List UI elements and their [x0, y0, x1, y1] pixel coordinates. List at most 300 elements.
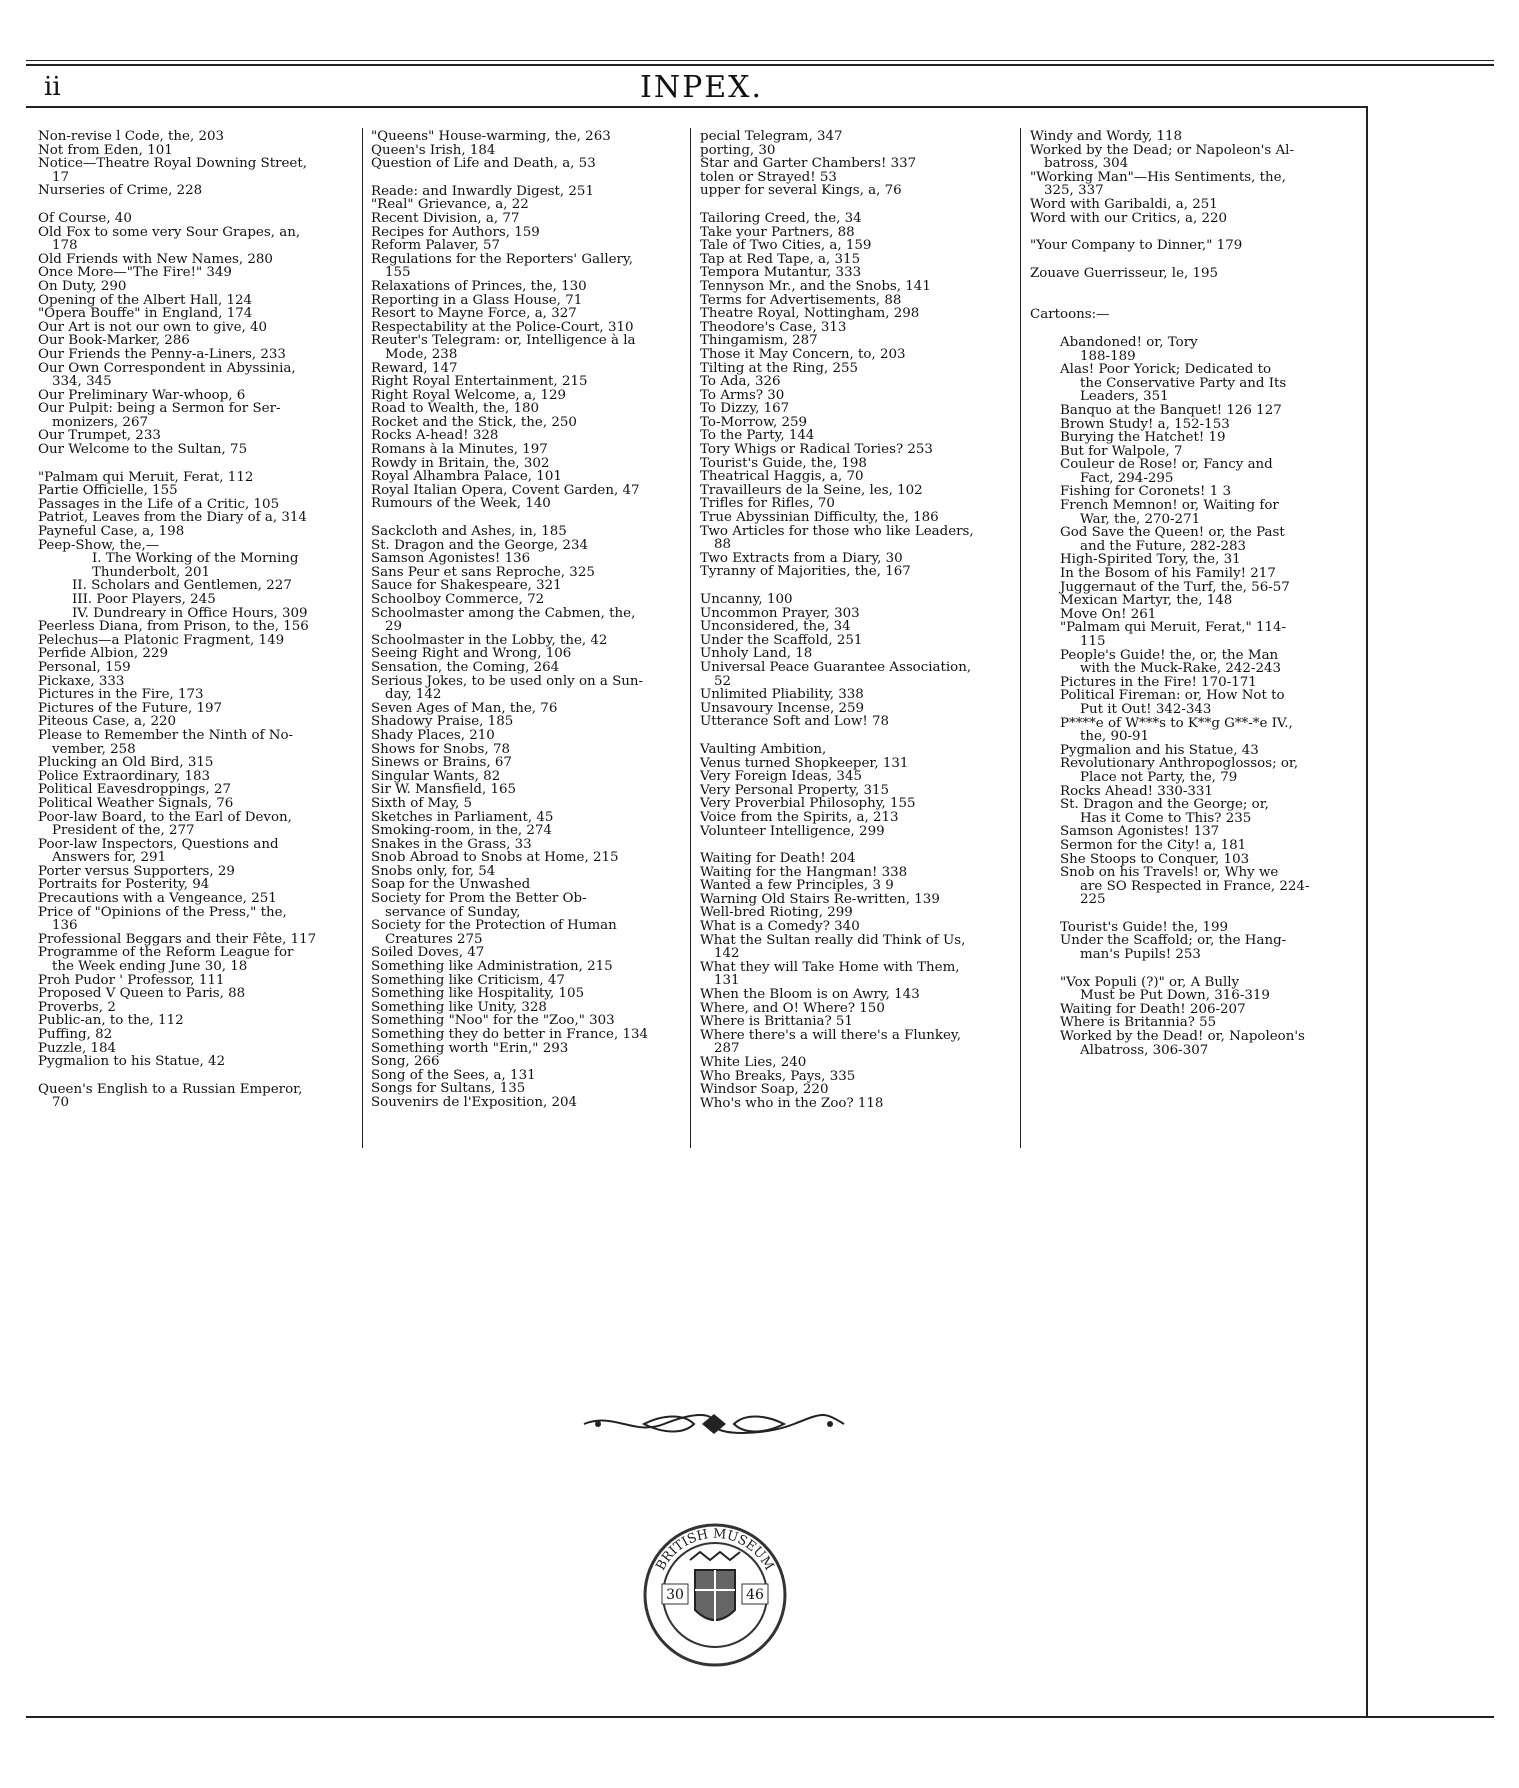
index-entry: Soiled Doves, 47 — [371, 945, 485, 961]
spacer — [38, 198, 350, 212]
index-entry: 325, 337 — [1044, 183, 1104, 199]
index-entry: Sackcloth and Ashes, in, 185 — [371, 524, 567, 540]
index-entry: Very Personal Property, 315 — [700, 782, 890, 798]
index-column-1 — [38, 130, 350, 1110]
index-entry: Couleur de Rose! or, Fancy and — [1060, 457, 1273, 473]
index-entry: Our Art is not our own to give, 40 — [38, 319, 268, 335]
spacer — [38, 1069, 350, 1083]
index-entry: Our Book-Marker, 286 — [38, 333, 190, 349]
index-entry: Tourist's Guide! the, 199 — [1060, 919, 1229, 935]
bottom-rule — [26, 1716, 1494, 1718]
index-entry: Move On! 261 — [1060, 606, 1157, 622]
index-entry: Something like Unity, 328 — [371, 999, 547, 1015]
index-entry: Seven Ages of Man, the, 76 — [371, 700, 558, 716]
index-entry: Very Foreign Ideas, 345 — [700, 769, 862, 785]
spacer — [1030, 322, 1348, 336]
index-entry: Those it May Concern, to, 203 — [700, 346, 906, 362]
index-entry: Thingamism, 287 — [700, 333, 818, 349]
index-entry: Shady Places, 210 — [371, 727, 495, 743]
cartoons-list — [1030, 336, 1348, 1057]
index-entry: Two Extracts from a Diary, 30 — [700, 550, 903, 566]
index-entry: Zouave Guerrisseur, le, 195 — [1030, 265, 1219, 281]
index-entry: Something like Hospitality, 105 — [371, 986, 585, 1002]
index-entry: Puffing, 82 — [38, 1027, 113, 1042]
index-entry: Schoolboy Commerce, 72 — [371, 592, 545, 607]
index-entry: Something like Criticism, 47 — [371, 972, 565, 988]
index-entry: Mode, 238 — [385, 346, 458, 362]
index-entry: Word with Garibaldi, a, 251 — [1030, 196, 1218, 212]
index-entry: Must be Put Down, 316-319 — [1080, 988, 1270, 1004]
index-entry: White Lies, 240 — [700, 1055, 807, 1070]
index-entry: St. Dragon and the George; or, — [1060, 797, 1269, 813]
index-entry: Waiting for Death! 204 — [700, 851, 856, 867]
index-entry: What the Sultan really did Think of Us, — [700, 932, 966, 948]
index-entry: Albatross, 306-307 — [1080, 1042, 1209, 1058]
index-entry: Road to Wealth, the, 180 — [371, 401, 540, 417]
index-entry: To Arms? 30 — [700, 387, 785, 403]
index-entry: Police Extraordinary, 183 — [38, 768, 211, 784]
index-entry: Under the Scaffold, 251 — [700, 632, 863, 648]
index-entry: Volunteer Intelligence, 299 — [700, 823, 885, 839]
index-entry: Thunderbolt, 201 — [92, 564, 211, 580]
index-entry: man's Pupils! 253 — [1080, 947, 1201, 963]
index-entry: To Dizzy, 167 — [700, 401, 790, 417]
index-entry: Who Breaks, Pays, 335 — [700, 1068, 856, 1084]
index-entry: Tennyson Mr., and the Snobs, 141 — [700, 278, 931, 294]
index-entry: Answers for, 291 — [52, 850, 167, 866]
index-entry: Rocket and the Stick, the, 250 — [371, 414, 577, 430]
index-entry: Waiting for the Hangman! 338 — [700, 864, 908, 880]
index-entry: Revolutionary Anthropoglossos; or, — [1060, 756, 1299, 772]
index-entry: Snob Abroad to Snobs at Home, 215 — [371, 850, 619, 866]
index-entry: Payneful Case, a, 198 — [38, 524, 185, 540]
index-entry: Reporting in a Glass House, 71 — [371, 292, 583, 308]
index-entry: Sensation, the Coming, 264 — [371, 659, 560, 675]
index-entry: Peep-Show, the,— — [38, 537, 160, 553]
index-entry: Windy and Wordy, 118 — [1030, 129, 1183, 144]
spacer — [1030, 280, 1348, 294]
index-entry: Trifles for Rifles, 70 — [700, 496, 835, 512]
index-entry: Political Weather Signals, 76 — [38, 795, 234, 811]
index-entry: 131 — [714, 973, 740, 989]
spacer — [371, 171, 683, 185]
index-entry: Proposed V Queen to Paris, 88 — [38, 986, 246, 1002]
index-entry: Pickaxe, 333 — [38, 673, 125, 689]
index-entry: Piteous Case, a, 220 — [38, 714, 177, 730]
index-entry: Romans à la Minutes, 197 — [371, 442, 548, 458]
index-entry: Well-bred Rioting, 299 — [700, 905, 853, 921]
index-entry: Unholy Land, 18 — [700, 646, 813, 662]
index-entry: Travailleurs de la Seine, les, 102 — [700, 482, 923, 498]
index-entry: Sketches in Parliament, 45 — [371, 809, 554, 825]
index-entry: Snobs only, for, 54 — [371, 863, 496, 879]
index-entry: Nurseries of Crime, 228 — [38, 183, 203, 199]
index-entry: vember, 258 — [52, 741, 136, 757]
index-entry: and the Future, 282-283 — [1080, 538, 1247, 554]
index-entry: Pictures in the Fire! 170-171 — [1060, 674, 1257, 690]
spacer — [1030, 962, 1348, 976]
index-entry: "Working Man"—His Sentiments, the, — [1030, 169, 1286, 185]
index-entry: Brown Study! a, 152-153 — [1060, 416, 1230, 432]
index-entry: Voice from the Spirits, a, 213 — [700, 809, 899, 825]
index-entry: 115 — [1080, 634, 1106, 649]
index-entry: Proverbs, 2 — [38, 999, 116, 1015]
index-entry: Sinews or Brains, 67 — [371, 755, 512, 771]
top-rule-thin — [26, 60, 1494, 61]
index-entry: People's Guide! the, or, the Man — [1060, 647, 1279, 663]
index-entry: Plucking an Old Bird, 315 — [38, 755, 214, 771]
index-entry: French Memnon! or, Waiting for — [1060, 498, 1279, 514]
index-entry: Price of "Opinions of the Press," the, — [38, 904, 287, 920]
index-entry: Political Eavesdroppings, 27 — [38, 782, 231, 798]
index-entry: Worked by the Dead! or, Napoleon's — [1060, 1029, 1305, 1045]
index-entry: servance of Sunday, — [385, 904, 521, 920]
index-entry: Put it Out! 342-343 — [1080, 701, 1212, 717]
index-entry: Recipes for Authors, 159 — [371, 224, 540, 240]
index-entry: Schoolmaster among the Cabmen, the, — [371, 605, 636, 621]
index-entry: Windsor Soap, 220 — [700, 1082, 829, 1098]
index-entry: Our Pulpit: being a Sermon for Ser- — [38, 401, 281, 417]
index-entry: Cartoons:— — [1030, 307, 1110, 323]
spacer — [700, 838, 1018, 852]
spacer — [38, 457, 350, 471]
index-entry: But for Walpole, 7 — [1060, 443, 1183, 459]
index-entry: 155 — [385, 265, 411, 281]
index-entry: the, 90-91 — [1080, 729, 1150, 745]
index-entry: "Queens" House-warming, the, 263 — [371, 129, 611, 144]
page-number: ii — [44, 72, 61, 102]
spacer — [1030, 225, 1348, 239]
index-entry: Place not Party, the, 79 — [1080, 769, 1238, 785]
index-entry: I. The Working of the Morning — [92, 551, 299, 567]
index-entry: monizers, 267 — [52, 414, 148, 430]
index-entry: 136 — [52, 918, 78, 934]
index-entry: High-Spirited Tory, the, 31 — [1060, 552, 1241, 568]
index-entry: Samson Agonistes! 136 — [371, 551, 531, 567]
index-entry: day, 142 — [385, 687, 442, 703]
index-entry: To-Morrow, 259 — [700, 414, 808, 430]
index-entry: Warning Old Stairs Re-written, 139 — [700, 891, 940, 907]
index-entry: Peerless Diana, from Prison, to the, 156 — [38, 619, 309, 635]
index-entry: Please to Remember the Ninth of No- — [38, 727, 294, 743]
index-entry: Uncommon Prayer, 303 — [700, 605, 860, 621]
index-entry: "Vox Populi (?)" or, A Bully — [1060, 974, 1240, 990]
index-entry: Tyranny of Majorities, the, 167 — [700, 564, 911, 580]
index-entry: Regulations for the Reporters' Gallery, — [371, 251, 633, 267]
index-entry: Tory Whigs or Radical Tories? 253 — [700, 442, 933, 458]
index-entry: Non-revise l Code, the, 203 — [38, 129, 225, 144]
index-entry: 287 — [714, 1041, 740, 1057]
index-entry: Creatures 275 — [385, 931, 483, 947]
index-entry: Has it Come to This? 235 — [1080, 810, 1252, 826]
index-entry: Programme of the Reform League for — [38, 945, 294, 961]
index-entry: are SO Respected in France, 224- — [1080, 878, 1310, 894]
index-column-4 — [1030, 130, 1348, 1057]
index-entry: Perfide Albion, 229 — [38, 646, 168, 662]
index-entry: To Ada, 326 — [700, 374, 781, 390]
index-entry: President of the, 277 — [52, 823, 195, 839]
index-entry: Where there's a will there's a Flunkey, — [700, 1027, 961, 1043]
index-entry: Of Course, 40 — [38, 210, 132, 226]
index-entry: Relaxations of Princes, the, 130 — [371, 278, 587, 294]
index-entry: "Your Company to Dinner," 179 — [1030, 238, 1243, 254]
index-entry: Rocks Ahead! 330-331 — [1060, 783, 1213, 799]
index-entry: Notice—Theatre Royal Downing Street, — [38, 156, 307, 172]
spacer — [1030, 294, 1348, 308]
index-entry: Theodore's Case, 313 — [700, 319, 847, 335]
index-entry: Portraits for Posterity, 94 — [38, 877, 210, 893]
index-entry: Rowdy in Britain, the, 302 — [371, 455, 550, 471]
index-entry: Sauce for Shakespeare, 321 — [371, 578, 562, 594]
index-entry: 188-189 — [1080, 348, 1136, 364]
index-entry: Pelechus—a Platonic Fragment, 149 — [38, 632, 285, 648]
index-entry: Something worth "Erin," 293 — [371, 1040, 569, 1056]
header-rule — [26, 106, 1366, 108]
column-rule-3 — [1020, 128, 1021, 1148]
index-entry: 29 — [385, 619, 403, 635]
index-entry: Queen's Irish, 184 — [371, 142, 496, 158]
index-entry: Take your Partners, 88 — [700, 224, 855, 240]
index-entry: Snakes in the Grass, 33 — [371, 836, 532, 852]
index-entry: Unconsidered, the, 34 — [700, 619, 851, 635]
index-entry: Samson Agonistes! 137 — [1060, 824, 1220, 840]
index-entry: Not from Eden, 101 — [38, 142, 173, 158]
index-entry: "Palmam qui Meruit, Ferat, 112 — [38, 469, 254, 485]
index-entry: To the Party, 144 — [700, 428, 815, 444]
index-entry: Right Royal Welcome, a, 129 — [371, 387, 567, 403]
index-entry: Reward, 147 — [371, 360, 458, 376]
index-entry: Song of the Sees, a, 131 — [371, 1067, 536, 1083]
index-entry: Juggernaut of the Turf, the, 56-57 — [1060, 579, 1290, 595]
index-entry: Where is Britannia? 55 — [1060, 1015, 1217, 1031]
index-entry: Rocks A-head! 328 — [371, 428, 499, 444]
index-entry: Word with our Critics, a, 220 — [1030, 210, 1228, 226]
index-entry: tolen or Strayed! 53 — [700, 169, 837, 185]
index-entry: Tap at Red Tape, a, 315 — [700, 251, 861, 267]
index-entry: Banquo at the Banquet! 126 127 — [1060, 402, 1282, 418]
index-entry: She Stoops to Conquer, 103 — [1060, 851, 1250, 867]
index-entry: Poor-law Board, to the Earl of Devon, — [38, 809, 292, 825]
index-entry: Fact, 294-295 — [1080, 470, 1174, 486]
index-entry: Song, 266 — [371, 1054, 440, 1070]
index-entry: 142 — [714, 946, 740, 962]
index-entry: Unsavoury Incense, 259 — [700, 700, 865, 716]
index-entry: Soap for the Unwashed — [371, 877, 531, 893]
index-entry: "Real" Grievance, a, 22 — [371, 197, 529, 213]
index-entry: IV. Dundreary in Office Hours, 309 — [72, 605, 308, 621]
index-entry: Vaulting Ambition, — [700, 741, 827, 757]
index-entry: Theatrical Haggis, a, 70 — [700, 469, 864, 485]
index-entry: Society for Prom the Better Ob- — [371, 891, 587, 907]
index-entry: Passages in the Life of a Critic, 105 — [38, 496, 280, 512]
spacer — [1030, 253, 1348, 267]
index-entry: Tilting at the Ring, 255 — [700, 360, 859, 376]
index-entry: pecial Telegram, 347 — [700, 129, 843, 144]
index-entry: porting, 30 — [700, 142, 776, 158]
index-entry: "Palmam qui Meruit, Ferat," 114- — [1060, 620, 1287, 636]
index-entry: Abandoned! or, Tory — [1060, 334, 1198, 350]
index-entry: Pygmalion to his Statue, 42 — [38, 1054, 226, 1070]
index-entry: Reuter's Telegram: or, Intelligence à la — [371, 333, 636, 349]
index-entry: Who's who in the Zoo? 118 — [700, 1095, 884, 1111]
column-4-entries — [1030, 130, 1348, 336]
index-entry: Tale of Two Cities, a, 159 — [700, 238, 872, 254]
index-entry: Our Trumpet, 233 — [38, 428, 161, 444]
index-entry: 225 — [1080, 892, 1106, 908]
index-entry: Our Friends the Penny-a-Liners, 233 — [38, 346, 286, 362]
index-entry: Our Welcome to the Sultan, 75 — [38, 442, 248, 458]
index-entry: 70 — [52, 1095, 70, 1111]
index-entry: Wanted a few Principles, 3 9 — [700, 878, 894, 894]
index-entry: Sixth of May, 5 — [371, 795, 473, 811]
index-entry: Fishing for Coronets! 1 3 — [1060, 484, 1231, 500]
stamp-text: BRITISH MUSEUM — [653, 1526, 777, 1574]
index-entry: Venus turned Shopkeeper, 131 — [700, 755, 909, 771]
index-column-3 — [700, 130, 1018, 1110]
index-entry: with the Muck-Rake, 242-243 — [1080, 661, 1281, 677]
index-entry: Pictures of the Future, 197 — [38, 700, 223, 716]
index-entry: Singular Wants, 82 — [371, 768, 501, 784]
index-entry: upper for several Kings, a, 76 — [700, 183, 902, 199]
index-entry: Public-an, to the, 112 — [38, 1013, 184, 1029]
index-entry: Political Fireman: or, How Not to — [1060, 688, 1285, 704]
index-entry: Once More—"The Fire!" 349 — [38, 265, 232, 281]
index-entry: 334, 345 — [52, 374, 112, 390]
index-entry: St. Dragon and the George, 234 — [371, 537, 588, 553]
right-border — [1366, 106, 1368, 1718]
index-entry: Mexican Martyr, the, 148 — [1060, 593, 1233, 609]
top-rule-thick — [26, 64, 1494, 66]
index-entry: Old Fox to some very Sour Grapes, an, — [38, 224, 301, 240]
index-entry: Patriot, Leaves from the Diary of a, 314 — [38, 510, 307, 526]
index-entry: Royal Alhambra Palace, 101 — [371, 469, 562, 485]
index-entry: Two Articles for those who like Leaders, — [700, 523, 974, 539]
index-entry: Under the Scaffold; or, the Hang- — [1060, 933, 1287, 949]
index-entry: Songs for Sultans, 135 — [371, 1081, 526, 1097]
index-entry: Rumours of the Week, 140 — [371, 496, 551, 512]
index-entry: 17 — [52, 169, 70, 185]
index-entry: the Week ending June 30, 18 — [52, 959, 248, 975]
index-entry: Professional Beggars and their Fête, 117 — [38, 931, 317, 947]
index-entry: Schoolmaster in the Lobby, the, 42 — [371, 632, 608, 648]
index-entry: What is a Comedy? 340 — [700, 919, 860, 935]
index-entry: Sermon for the City! a, 181 — [1060, 837, 1247, 853]
column-rule-1 — [362, 128, 363, 1148]
index-entry: II. Scholars and Gentlemen, 227 — [72, 578, 292, 594]
museum-stamp — [640, 1520, 790, 1670]
spacer — [1030, 907, 1348, 921]
index-entry: Resort to Mayne Force, a, 327 — [371, 306, 577, 322]
index-entry: Question of Life and Death, a, 53 — [371, 156, 596, 172]
index-entry: Our Preliminary War-whoop, 6 — [38, 387, 246, 403]
index-entry: Reform Palaver, 57 — [371, 238, 501, 254]
index-entry: Sans Peur et sans Reproche, 325 — [371, 564, 595, 580]
index-entry: Proh Pudor ' Professor, 111 — [38, 972, 225, 988]
index-entry: Puzzle, 184 — [38, 1040, 117, 1056]
spacer — [700, 729, 1018, 743]
index-entry: Souvenirs de l'Exposition, 204 — [371, 1094, 578, 1110]
index-entry: Utterance Soft and Low! 78 — [700, 714, 890, 730]
index-entry: Royal Italian Opera, Covent Garden, 47 — [371, 482, 640, 498]
index-entry: Sir W. Mansfield, 165 — [371, 782, 517, 798]
spacer — [700, 198, 1018, 212]
stamp-number-left: 30 — [666, 1587, 684, 1603]
index-entry: Seeing Right and Wrong, 106 — [371, 646, 572, 662]
index-entry: 178 — [52, 238, 78, 254]
index-entry: Pictures in the Fire, 173 — [38, 687, 204, 703]
index-entry: God Save the Queen! or, the Past — [1060, 525, 1285, 541]
index-entry: In the Bosom of his Family! 217 — [1060, 566, 1276, 582]
index-entry: Society for the Protection of Human — [371, 918, 617, 934]
index-entry: Shadowy Praise, 185 — [371, 714, 514, 730]
index-entry: Snob on his Travels! or, Why we — [1060, 865, 1279, 881]
index-entry: "Opera Bouffe" in England, 174 — [38, 306, 253, 322]
index-entry: Uncanny, 100 — [700, 592, 793, 607]
index-entry: Right Royal Entertainment, 215 — [371, 374, 588, 390]
index-entry: 52 — [714, 673, 732, 689]
index-entry: Old Friends with New Names, 280 — [38, 251, 273, 267]
index-entry: Tempora Mutantur, 333 — [700, 265, 862, 281]
index-entry: True Abyssinian Difficulty, the, 186 — [700, 510, 939, 526]
index-entry: Something like Administration, 215 — [371, 959, 613, 975]
index-entry: the Conservative Party and Its — [1080, 375, 1287, 391]
index-entry: 88 — [714, 537, 732, 553]
index-entry: Reade: and Inwardly Digest, 251 — [371, 183, 594, 199]
index-entry: Our Own Correspondent in Abyssinia, — [38, 360, 296, 376]
index-entry: Unlimited Pliability, 338 — [700, 687, 864, 703]
index-column-2 — [371, 130, 683, 1110]
index-entry: Partie Officielle, 155 — [38, 483, 178, 499]
index-entry: P****e of W***s to K**g G**-*e IV., — [1060, 715, 1293, 731]
index-entry: III. Poor Players, 245 — [72, 592, 216, 607]
index-entry: Recent Division, a, 77 — [371, 210, 520, 226]
index-entry: Star and Garter Chambers! 337 — [700, 156, 917, 172]
index-entry: Smoking-room, in the, 274 — [371, 823, 552, 839]
index-entry: Shows for Snobs, 78 — [371, 741, 510, 757]
index-entry: Something they do better in France, 134 — [371, 1027, 649, 1042]
index-entry: Tailoring Creed, the, 34 — [700, 210, 862, 226]
index-entry: Porter versus Supporters, 29 — [38, 863, 235, 879]
spacer — [371, 511, 683, 525]
index-entry: Very Proverbial Philosophy, 155 — [700, 796, 916, 812]
index-entry: Terms for Advertisements, 88 — [700, 292, 902, 308]
index-entry: When the Bloom is on Awry, 143 — [700, 987, 920, 1003]
index-entry: Theatre Royal, Nottingham, 298 — [700, 306, 920, 322]
index-entry: Waiting for Death! 206-207 — [1060, 1001, 1246, 1017]
stamp-number-right: 46 — [746, 1587, 764, 1603]
index-entry: Worked by the Dead; or Napoleon's Al- — [1030, 142, 1294, 158]
index-entry: Something "Noo" for the "Zoo," 303 — [371, 1013, 615, 1029]
index-entry: batross, 304 — [1044, 156, 1129, 172]
index-entry: Where, and O! Where? 150 — [700, 1000, 885, 1016]
index-entry: Pygmalion and his Statue, 43 — [1060, 742, 1259, 758]
index-entry: Alas! Poor Yorick; Dedicated to — [1060, 362, 1272, 378]
index-entry: Opening of the Albert Hall, 124 — [38, 292, 253, 308]
index-entry: Serious Jokes, to be used only on a Sun- — [371, 673, 644, 689]
index-entry: What they will Take Home with Them, — [700, 959, 960, 975]
index-entry: Poor-law Inspectors, Questions and — [38, 836, 279, 852]
index-entry: Precautions with a Vengeance, 251 — [38, 891, 277, 907]
index-entry: Universal Peace Guarantee Association, — [700, 659, 972, 675]
column-rule-2 — [690, 128, 691, 1148]
spacer — [700, 579, 1018, 593]
index-entry: Tourist's Guide, the, 198 — [700, 455, 867, 471]
page-title: INPEX. — [640, 70, 764, 105]
index-entry: On Duty, 290 — [38, 278, 127, 294]
index-entry: War, the, 270-271 — [1080, 511, 1201, 527]
index-entry: Leaders, 351 — [1080, 389, 1169, 405]
index-entry: Where is Brittania? 51 — [700, 1014, 853, 1030]
